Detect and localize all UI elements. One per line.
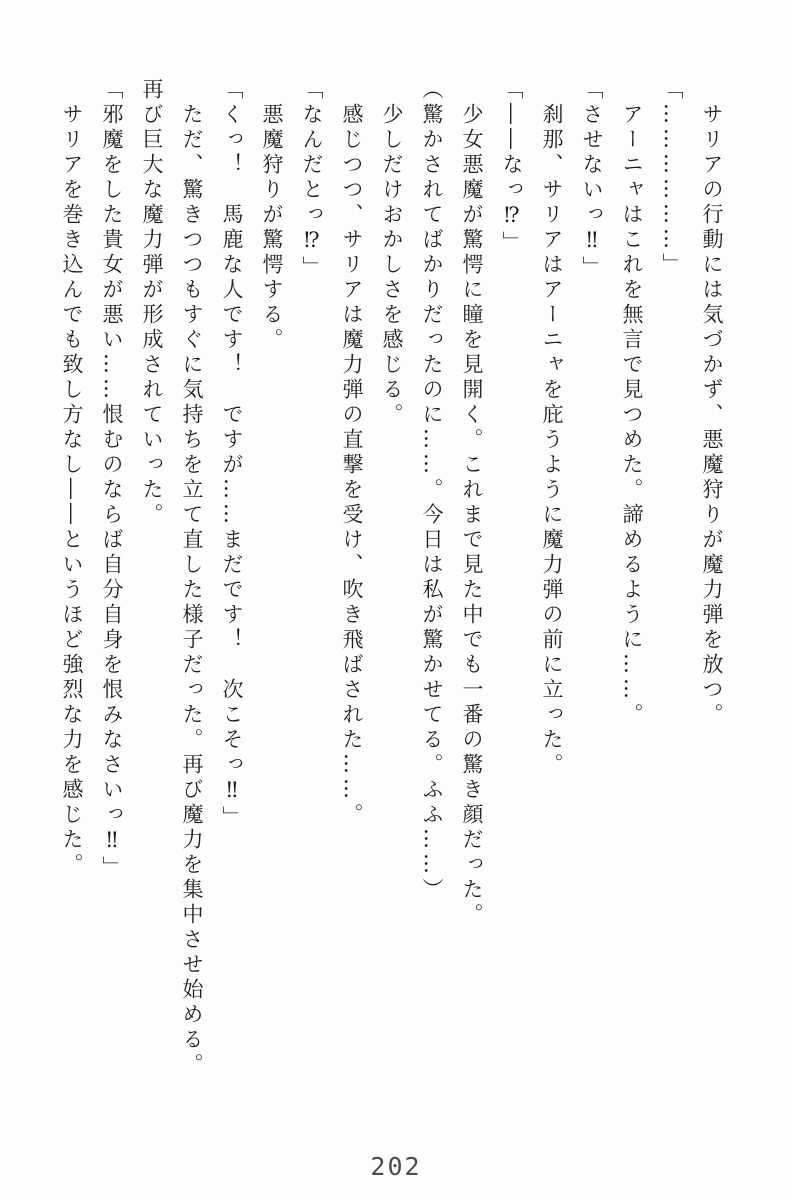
text-block xyxy=(52,78,732,1108)
text-line: サリアを巻き込んでも致し方なし――というほど強烈な力を感じた。 xyxy=(60,103,84,878)
page-number: 202 xyxy=(370,1152,422,1181)
text-line: 少しだけおかしさを感じる。 xyxy=(380,103,404,428)
text-line: 刹那、サリアはアーニャを庇うように魔力弾の前に立った。 xyxy=(540,103,564,778)
text-line: 悪魔狩りが驚愕する。 xyxy=(260,103,284,353)
text-line: 「邪魔をした貴女が悪い……恨むのならば自分自身を恨みなさいっ‼」 xyxy=(100,78,124,881)
text-line: 「………………」 xyxy=(660,78,684,278)
text-line: 「くっ！ 馬鹿な人です！ ですが……まだです！ 次こそっ‼」 xyxy=(220,78,244,831)
text-line: （驚かされてばかりだったのに……。今日は私が驚かせてる。ふふ……） xyxy=(420,78,444,903)
text-line: ただ、驚きつつもすぐに気持ちを立て直した様子だった。再び魔力を集中させ始める。 xyxy=(180,103,204,1078)
text-line: 「なんだとっ⁉」 xyxy=(300,78,324,281)
text-line: アーニャはこれを無言で見つめた。諦めるように……。 xyxy=(620,103,644,728)
text-line: 「させないっ‼」 xyxy=(580,78,604,281)
text-line: 再び巨大な魔力弾が形成されていった。 xyxy=(140,78,164,528)
text-line: サリアの行動には気づかず、悪魔狩りが魔力弾を放つ。 xyxy=(700,103,724,728)
text-line: 「――なっ⁉」 xyxy=(500,78,524,256)
text-line: 少女悪魔が驚愕に瞳を見開く。これまで見た中でも一番の驚き顔だった。 xyxy=(460,103,484,928)
text-line: 感じつつ、サリアは魔力弾の直撃を受け、吹き飛ばされた……。 xyxy=(340,103,364,828)
